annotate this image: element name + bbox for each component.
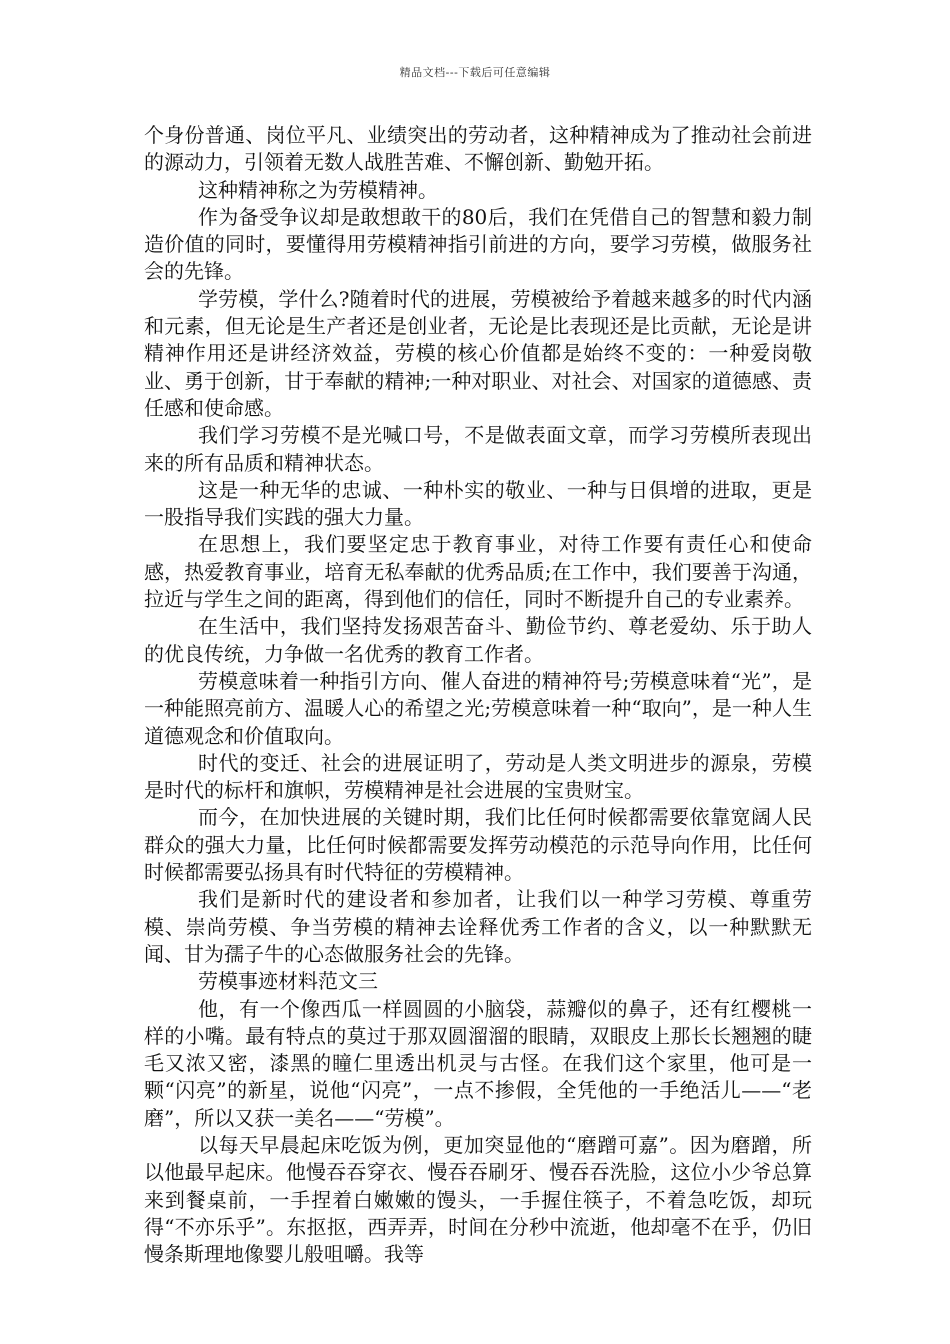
- paragraph-3: 作为备受争议却是敢想敢干的80后，我们在凭借自己的智慧和毅力制造价值的同时，要懂得用劳模精神指引前进的方向，要学习劳模，做服务社会的先锋。: [144, 204, 812, 284]
- document-body: [144, 122, 812, 1268]
- paragraph-8: 在生活中，我们坚持发扬艰苦奋斗、勤俭节约、尊老爱幼、乐于助人的优良传统，力争做一名优秀的教育工作者。: [144, 614, 812, 666]
- paragraph-4: 学劳模，学什么?随着时代的进展，劳模被给予着越来越多的时代内涵和元素，但无论是生产者还是创业者，无论是比表现还是比贡献，无论是讲精神作用还是讲经济效益，劳模的核心价值都是始终不变的：一种爱岗敬业、勇于创新，甘于奉献的精神;一种对职业、对社会、对国家的道德感、责任感和使命感。: [144, 286, 812, 420]
- paragraph-14: 以每天早晨起床吃饭为例，更加突显他的“磨蹭可嘉”。因为磨蹭，所以他最早起床。他慢吞吞穿衣、慢吞吞刷牙、慢吞吞洗脸，这位小少爷总算来到餐桌前，一手捏着白嫩嫩的馒头，一手握住筷子，不着急吃饭，却玩得“不亦乐乎”。东抠抠，西弄弄，时间在分秒中流逝，他却毫不在乎，仍旧慢条斯理地像婴儿般咀嚼。我等: [144, 1132, 812, 1267]
- paragraph-9: 劳模意味着一种指引方向、催人奋进的精神符号;劳模意味着“光”，是一种能照亮前方、温暖人心的希望之光;劳模意味着一种“取向”，是一种人生道德观念和价值取向。: [144, 668, 812, 748]
- paragraph-1: 个身份普通、岗位平凡、业绩突出的劳动者，这种精神成为了推动社会前进的源动力，引领着无数人战胜苦难、不懈创新、勤勉开拓。: [144, 123, 812, 175]
- page-header: 精品文档---下载后可任意编辑: [399, 66, 551, 79]
- paragraph-12: 我们是新时代的建设者和参加者，让我们以一种学习劳模、尊重劳模、崇尚劳模、争当劳模的精神去诠释优秀工作者的含义，以一种默默无闻、甘为孺子牛的心态做服务社会的先锋。: [144, 887, 812, 966]
- paragraph-11: 而今，在加快进展的关键时期，我们比任何时候都需要依靠宽阔人民群众的强大力量，比任何时候都需要发挥劳动模范的示范导向作用，比任何时候都需要弘扬具有时代特征的劳模精神。: [144, 805, 812, 885]
- paragraph-5: 我们学习劳模不是光喊口号，不是做表面文章，而学习劳模所表现出来的所有品质和精神状态。: [144, 423, 812, 475]
- paragraph-2: 这种精神称之为劳模精神。: [198, 177, 438, 202]
- paragraph-6: 这是一种无华的忠诚、一种朴实的敬业、一种与日俱增的进取，更是一股指导我们实践的强大力量。: [144, 477, 812, 530]
- paragraph-7: 在思想上，我们要坚定忠于教育事业，对待工作要有责任心和使命感，热爱教育事业，培育无私奉献的优秀品质;在工作中，我们要善于沟通，拉近与学生之间的距离，得到他们的信任，同时不断提升自己的专业素养。: [144, 532, 812, 612]
- section-heading: 劳模事迹材料范文三: [198, 969, 378, 994]
- paragraph-10: 时代的变迁、社会的进展证明了，劳动是人类文明进步的源泉，劳模是时代的标杆和旗帜，劳模精神是社会进展的宝贵财宝。: [144, 750, 812, 803]
- paragraph-13: 他，有一个像西瓜一样圆圆的小脑袋，蒜瓣似的鼻子，还有红樱桃一样的小嘴。最有特点的莫过于那双圆溜溜的眼睛，双眼皮上那长长翘翘的睫毛又浓又密，漆黑的瞳仁里透出机灵与古怪。在我们这个家里，他可是一颗“闪亮”的新星，说他“闪亮”，一点不掺假，全凭他的一手绝活儿——“老磨”，所以又获一美名——“劳模”。: [144, 996, 812, 1130]
